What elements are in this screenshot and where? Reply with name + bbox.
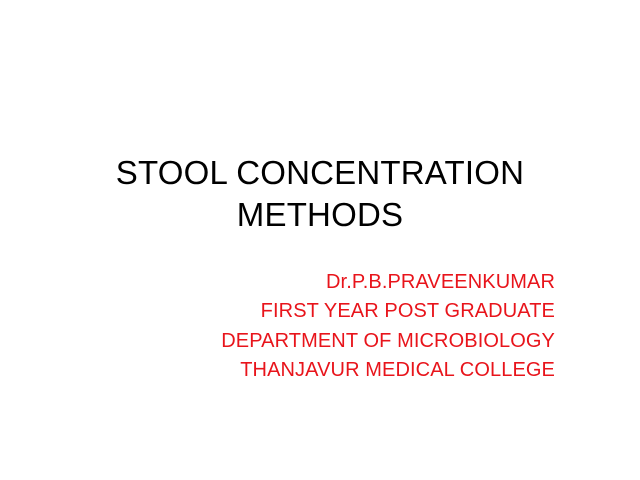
subtitle-institution: THANJAVUR MEDICAL COLLEGE [240,359,555,382]
subtitle-designation: FIRST YEAR POST GRADUATE [260,300,555,323]
subtitle-author: Dr.P.B.PRAVEENKUMAR [326,271,555,293]
slide-subtitle [40,268,555,386]
slide-title-line-2: METHODS [236,196,404,234]
slide-title-line-1: STOOL CONCENTRATION [115,154,525,191]
subtitle-department: DEPARTMENT OF MICROBIOLOGY [221,329,555,352]
slide-title [60,152,580,236]
